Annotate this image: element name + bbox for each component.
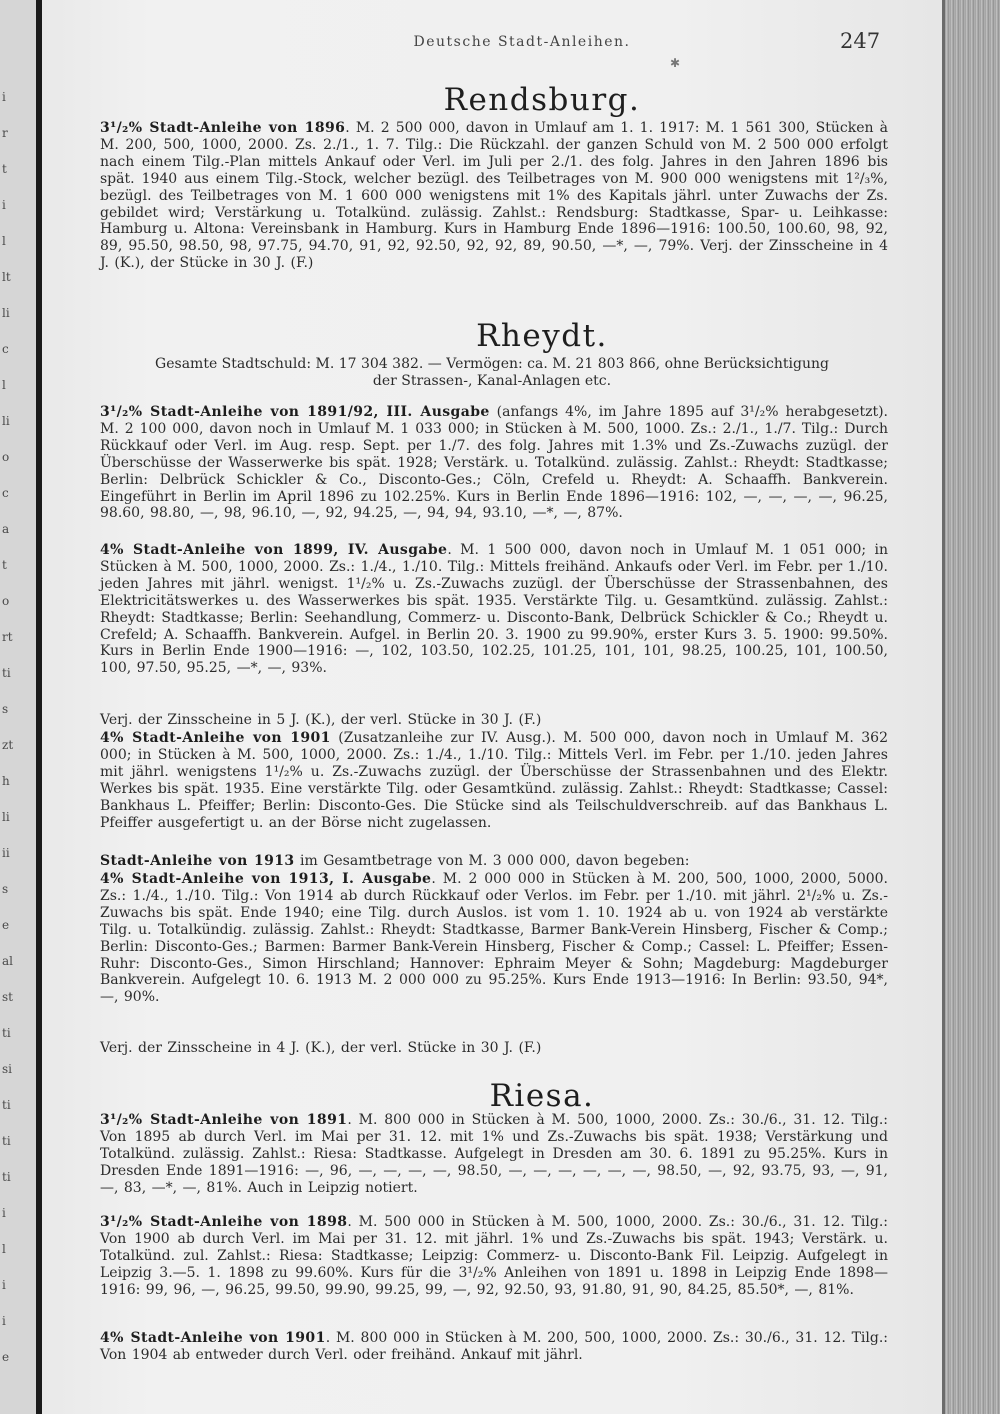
margin-fragment: i	[2, 90, 6, 104]
margin-fragment: al	[2, 954, 13, 968]
margin-fragment: st	[2, 990, 13, 1004]
margin-fragment: li	[2, 306, 10, 320]
margin-fragment: ti	[2, 1170, 11, 1184]
paragraph-rheydt-6: 4% Stadt-Anleihe von 1913, I. Ausgabe. M. 2 000 000 in Stücken à M. 200, 500, 1000, 2000, 5000. Zs.: 1./4., 1./10. Tilg.: Von 1914 ab durch Rückkauf oder Verlos. im Febr. per 1./10. mit jährl. 2¹/₂% u. Zs.-Zuwachs bis spät. Ende 1940; eine Tilg. durch Auslos. ist vom 1. 10. 1924 ab u. von 1924 ab verstärkte Tilg. u. Totalkündig. zulässig. Zahlst.: Rheydt: Stadtkasse, Barmer Bank-Verein Hinsberg, Fischer & Comp.; Berlin: Disconto-Ges.; Barmen: Barmer Bank-Verein Hinsberg, Fischer & Comp.; Cassel: L. Pfeiffer; Essen-Ruhr: Disconto-Ges., Simon Hirschland; Hannover: Ephraim Meyer & Sohn; Magdeburg: Magdeburger Bankverein. Aufgelegt 10. 6. 1913 M. 2 000 000 zu 95.25%. Kurs Ende 1913—1916: In Berlin: 93.50, 94*, —, 90%.	[100, 871, 888, 1006]
margin-fragment: rt	[2, 630, 13, 644]
margin-fragment: ti	[2, 1026, 11, 1040]
margin-fragment: lt	[2, 270, 11, 284]
margin-fragment: l	[2, 378, 6, 392]
margin-fragment: t	[2, 558, 7, 572]
margin-fragment: ti	[2, 1098, 11, 1112]
paragraph-rheydt-2: 4% Stadt-Anleihe von 1899, IV. Ausgabe. M. 1 500 000, davon noch in Umlauf M. 1 051 000; in Stücken à M. 500, 1000, 2000. Zs.: 1./4., 1./10. Tilg.: Mittels freihänd. Ankaufs oder Verl. im Febr. per 1./10. jeden Jahres mit jährl. wenigst. 1¹/₂% u. Zs.-Zuwachs zuzügl. der Überschüsse der Strassenbahnen, des Elektricitätswerkes u. des Wasserwerkes bis spät. 1935. Verstärkte Tilg. u. Gesamtkünd. zulässig. Zahlst.: Rheydt: Stadtkasse; Berlin: Seehandlung, Commerz- u. Disconto-Bank, Delbrück Schickler & Co.; Rheydt u. Crefeld; A. Schaaffh. Bankverein. Aufgel. in Berlin 20. 3. 1900 zu 99.90%, erster Kurs 3. 5. 1900: 99.50%. Kurs in Berlin Ende 1900—1916: —, 102, 103.50, 102.25, 101.25, 101, 101, 98.25, 100.25, 101, 100.50, 100, 97.50, 95.25, —*, —, 93%.	[100, 542, 889, 677]
margin-fragment: i	[2, 1206, 6, 1220]
book-page-edges	[942, 0, 1000, 1414]
margin-fragment: i	[2, 1314, 6, 1328]
margin-fragment: o	[2, 594, 10, 608]
paragraph-riesa-2: 3¹/₂% Stadt-Anleihe von 1898. M. 500 000 in Stücken à M. 500, 1000, 2000. Zs.: 30./6., 31. 12. Tilg.: Von 1900 ab durch Verl. im Mai per 31. 12. mit jährl. 1% und Zs.-Zuwachs bis spät. 1943; Verstärk. u. Totalkünd. zul. Zahlst.: Riesa: Stadtkasse; Leipzig: Commerz- u. Disconto-Bank Fil. Leipzig. Aufgelegt in Leipzig 3.—5. 1. 1898 zu 99.60%. Kurs für die 3¹/₂% Anleihen von 1891 u. 1898 in Leipzig Ende 1898—1916: 99, 96, —, 96.25, 99.50, 99.90, 99.25, 99, —, 92, 92.50, 93, 91.80, 91, 90, 84.25, 85.50*, —, 81%.	[100, 1214, 888, 1298]
margin-fragment: o	[2, 450, 10, 464]
margin-fragment: l	[2, 1242, 6, 1256]
paragraph-riesa-1: 3¹/₂% Stadt-Anleihe von 1891. M. 800 000 in Stücken à M. 500, 1000, 2000. Zs.: 30./6., 31. 12. Tilg.: Von 1895 ab durch Verl. im Mai per 31. 12. mit 1% und Zs.-Zuwachs bis spät. 1938; Verstärkung und Totalkünd. zulässig. Zahlst.: Riesa: Stadtkasse. Aufgelegt in Dresden am 30. 6. 1891 zu 95.25%. Kurs in Dresden Ende 1891—1916: —, 96, —, —, —, —, 98.50, —, —, —, —, —, —, 98.50, —, 92, 93.75, 93, —, 91, —, 83, —*, —, 81%. Auch in Leipzig notiert.	[100, 1112, 888, 1196]
margin-fragment: zt	[2, 738, 14, 752]
margin-fragment: ti	[2, 666, 11, 680]
margin-fragment: si	[2, 1062, 12, 1076]
heading-rheydt: Rheydt.	[476, 318, 608, 354]
rheydt-intro-line-1: Gesamte Stadtschuld: M. 17 304 382. — Vermögen: ca. M. 21 803 866, ohne Berücksichtigung	[155, 356, 829, 372]
margin-fragment: i	[2, 1278, 6, 1292]
paragraph-rendsburg-1: 3¹/₂% Stadt-Anleihe von 1896. M. 2 500 000, davon in Umlauf am 1. 1. 1917: M. 1 561 300, Stücken à M. 200, 500, 1000, 2000. Zs. 2./1., 1. 7. Tilg.: Die Rückzahl. der ganzen Schuld von M. 2 500 000 erfolgt nach einem Tilg.-Plan mittels Ankauf oder Verl. im Juli per 2./1. des folg. Jahres in den Jahren 1896 bis spät. 1940 aus einem Tilg.-Stock, welcher bezügl. des Teilbetrages von M. 900 000 wenigstens mit 1²/₃%, bezügl. des Teilbetrages von M. 1 600 000 wenigstens mit 1% des Kapitals jährl. unter Zuwachs der Zs. gebildet wird; Verstärkung u. Totalkünd. zulässig. Zahlst.: Rendsburg: Stadtkasse, Spar- u. Leihkasse: Hamburg u. Altona: Vereinsbank in Hamburg. Kurs in Hamburg Ende 1896—1916: 100.50, 100.60, 98, 92, 89, 95.50, 98.50, 98, 97.75, 94.70, 91, 92, 92.50, 92, 92, 89, 90.50, —*, —, 79%. Verj. der Zinsscheine in 4 J. (K.), der Stücke in 30 J. (F.)	[100, 120, 888, 272]
ornament-mark: ✱	[670, 56, 681, 70]
margin-fragment: ti	[2, 1134, 11, 1148]
running-head	[92, 29, 942, 56]
paragraph-rheydt-5: Stadt-Anleihe von 1913 im Gesamtbetrage von M. 3 000 000, davon begeben:	[100, 853, 690, 869]
paragraph-rheydt-7: Verj. der Zinsscheine in 4 J. (K.), der verl. Stücke in 30 J. (F.)	[100, 1040, 542, 1056]
margin-fragment: s	[2, 702, 9, 716]
margin-fragment: li	[2, 810, 10, 824]
adjacent-page-margin	[0, 0, 42, 1414]
paragraph-rheydt-3: Verj. der Zinsscheine in 5 J. (K.), der verl. Stücke in 30 J. (F.)	[100, 712, 542, 728]
rheydt-intro-line-2: der Strassen-, Kanal-Anlagen etc.	[372, 373, 612, 389]
document-page	[42, 0, 942, 1414]
margin-fragment: t	[2, 162, 7, 176]
paragraph-rheydt-1: 3¹/₂% Stadt-Anleihe von 1891/92, III. Ausgabe (anfangs 4%, im Jahre 1895 auf 3¹/₂% herabgesetzt). M. 2 100 000, davon noch in Umlauf M. 1 033 000; in Stücken à M. 500, 1000. Zs.: 2./1., 1./7. Tilg.: Durch Rückkauf oder Verl. im Aug. resp. Sept. per 1./7. des folg. Jahres mit 1.3% und Zs.-Zuwachs zuzügl. der Überschüsse der Wasserwerke bis spät. 1928; Verstärk. u. Totalkünd. zulässig. Zahlst.: Rheydt: Stadtkasse; Berlin: Delbrück Schickler & Co., Disconto-Ges.; Cöln, Crefeld u. Rheydt: A. Schaaffh. Bankverein. Eingeführt in Berlin im April 1896 zu 102.25%. Kurs in Berlin Ende 1896—1916: 102, —, —, —, —, 96.25, 98.60, 98.80, —, 98, 96.10, —, 92, 94.25, —, 94, 94, 93.10, —*, —, 87%.	[100, 404, 889, 522]
margin-fragment: a	[2, 522, 10, 536]
margin-fragment: r	[2, 126, 8, 140]
page-number: 247	[840, 29, 881, 53]
margin-fragment: h	[2, 774, 10, 788]
margin-fragment: i	[2, 198, 6, 212]
heading-rendsburg: Rendsburg.	[443, 82, 641, 118]
margin-fragment: ii	[2, 846, 10, 860]
paragraph-rheydt-4: 4% Stadt-Anleihe von 1901 (Zusatzanleihe zur IV. Ausg.). M. 500 000, davon noch in Umlauf M. 362 000; in Stücken à M. 500, 1000, 2000. Zs.: 1./4., 1./10. Tilg.: Mittels Verl. im Febr. per 1./10. jeden Jahres mit jährl. wenigstens 1¹/₂% u. Zs.-Zuwachs zuzügl. der Überschüsse der Strassenbahnen und des Elektr. Werkes bis spät. 1935. Eine verstärkte Tilg. oder Gesamtkünd. zulässig. Zahlst.: Rheydt: Stadtkasse; Cassel: Bankhaus L. Pfeiffer; Berlin: Disconto-Ges. Die Stücke sind als Teilschuldverschreib. auf das Bankhaus L. Pfeiffer ausgefertigt u. an der Börse nicht zugelassen.	[100, 730, 888, 831]
margin-fragment: li	[2, 414, 10, 428]
heading-riesa: Riesa.	[489, 1078, 595, 1114]
margin-fragment: l	[2, 234, 6, 248]
margin-fragment: c	[2, 342, 9, 356]
running-head-title: Deutsche Stadt-Anleihen.	[413, 34, 631, 50]
margin-fragment: e	[2, 918, 10, 932]
paragraph-riesa-3: 4% Stadt-Anleihe von 1901. M. 800 000 in Stücken à M. 200, 500, 1000, 2000. Zs.: 30./6., 31. 12. Tilg.: Von 1904 ab entweder durch Verl. oder freihänd. Ankauf mit jährl.	[100, 1330, 888, 1363]
margin-fragment: s	[2, 882, 9, 896]
margin-fragment: c	[2, 486, 9, 500]
margin-fragment: e	[2, 1350, 10, 1364]
